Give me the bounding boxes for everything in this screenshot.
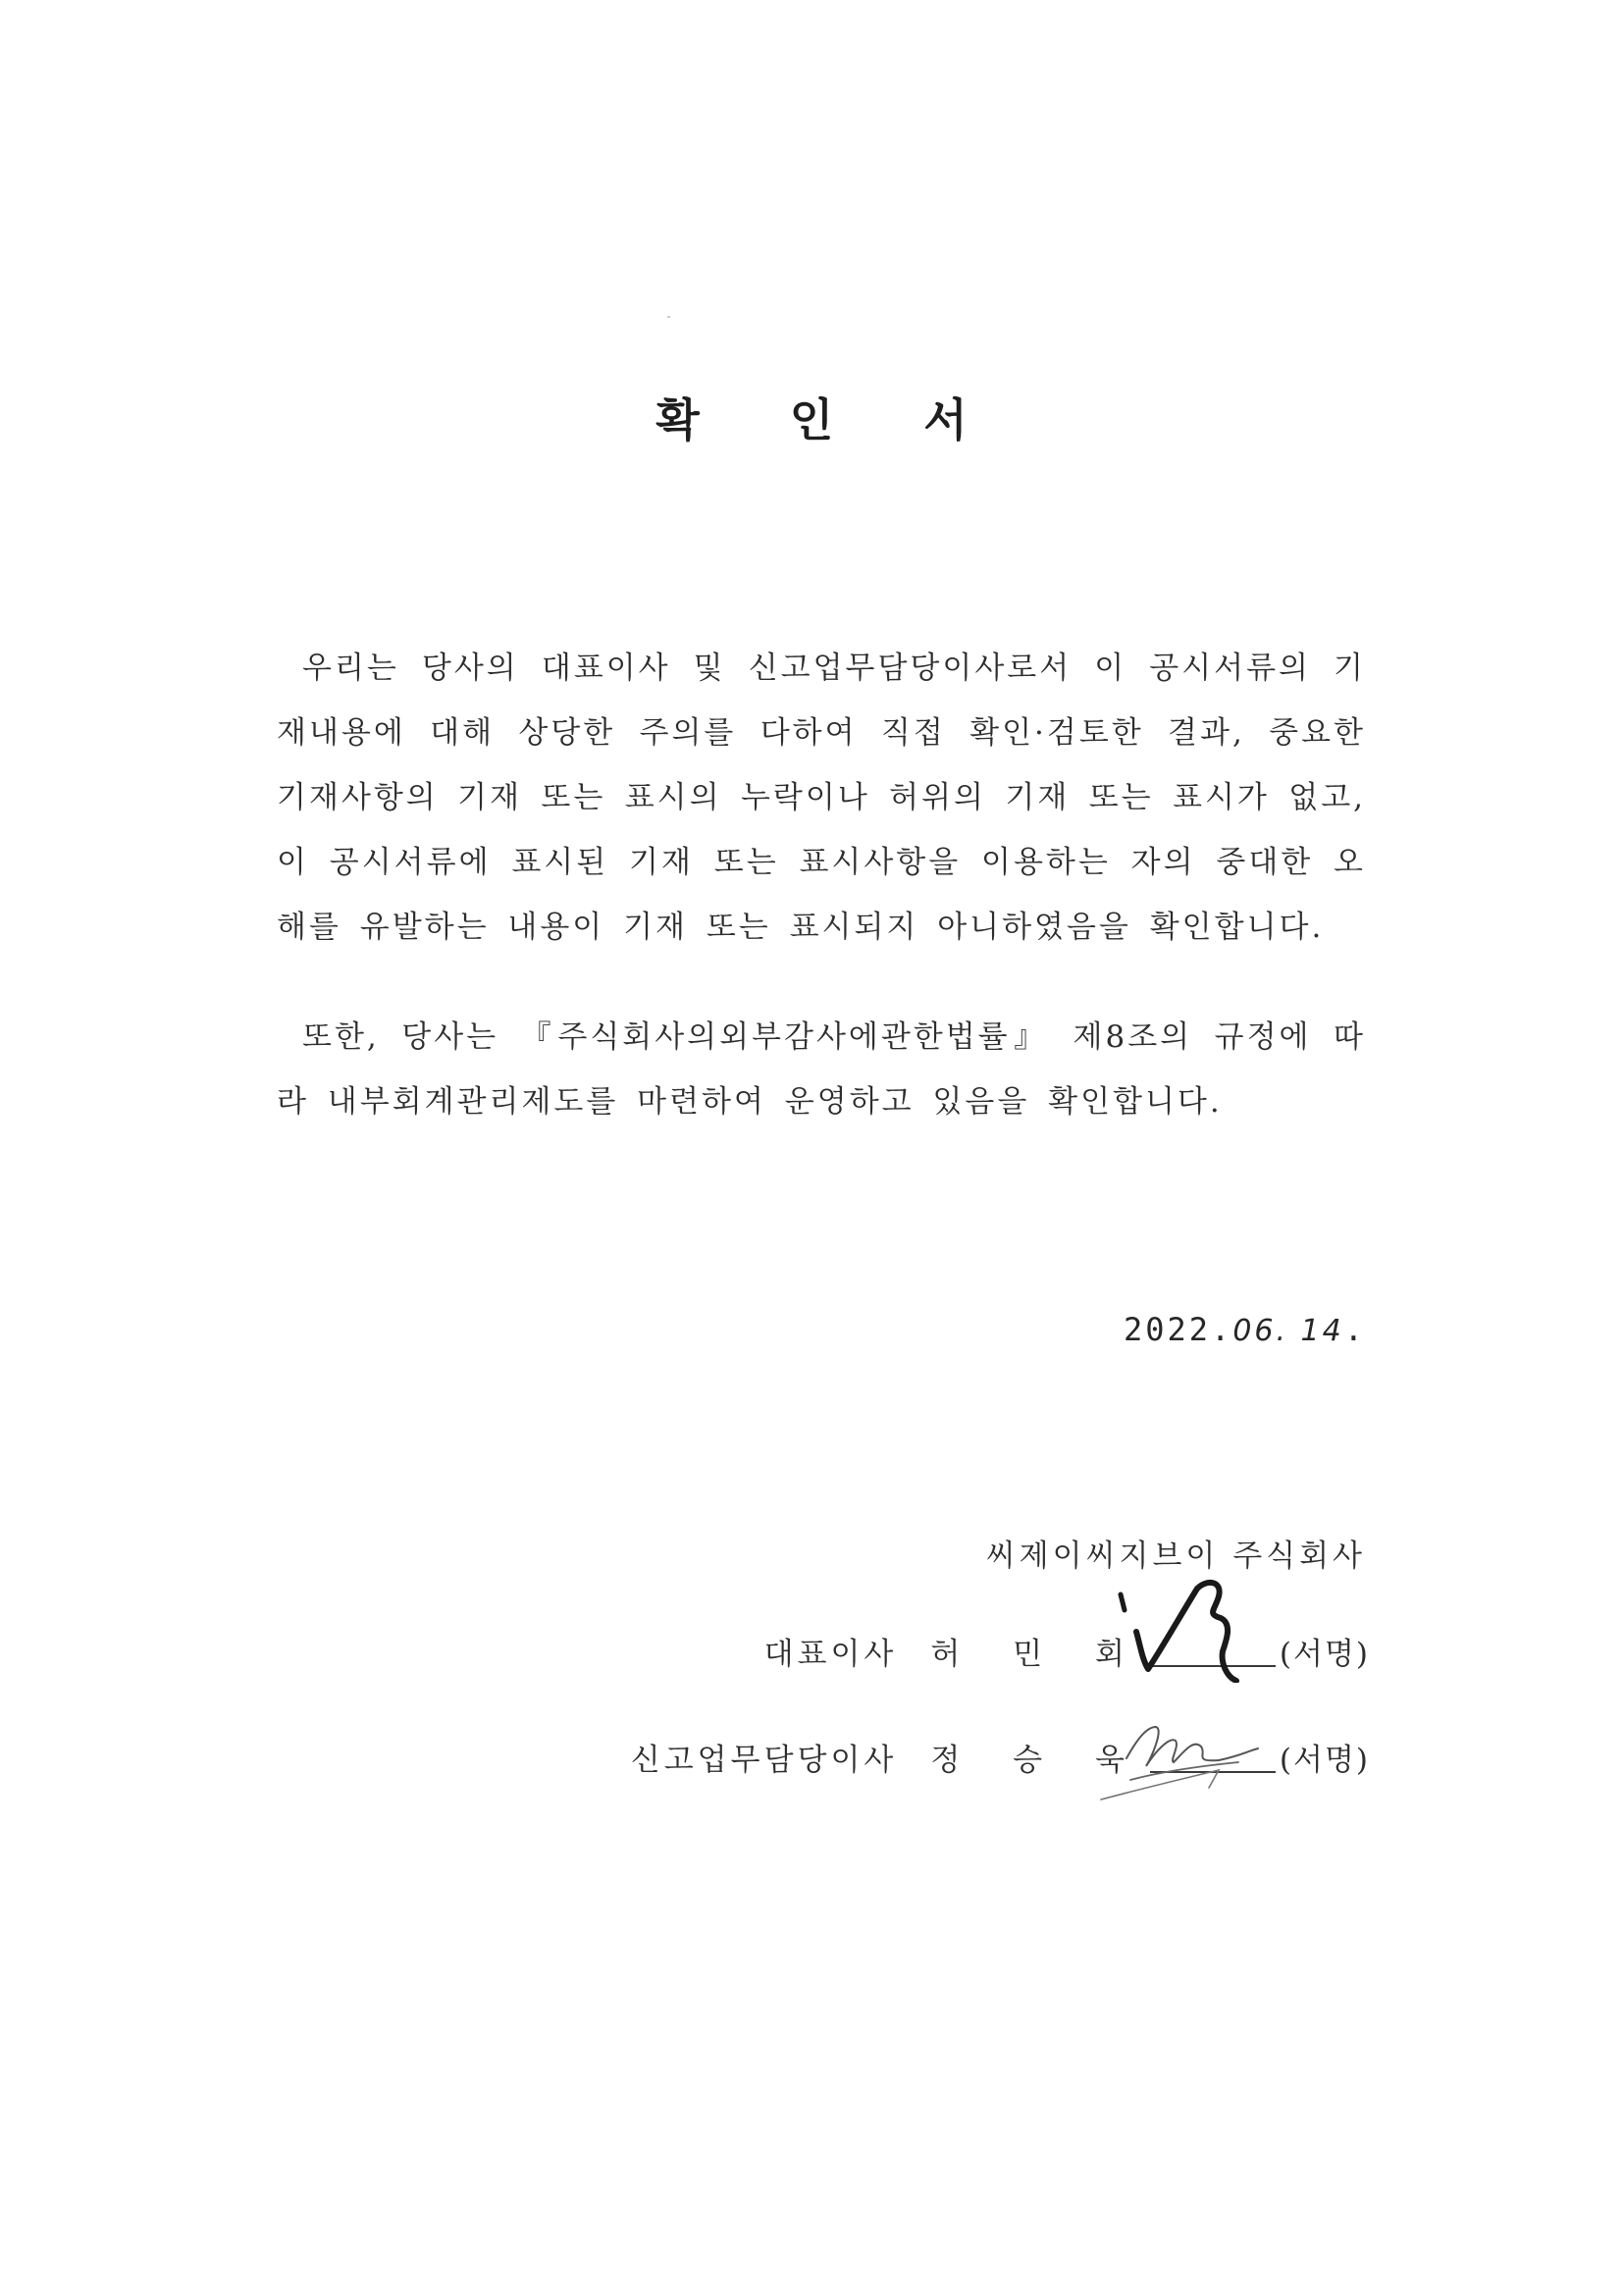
date-year: 2022.	[1123, 1311, 1233, 1348]
scan-speck	[667, 316, 670, 318]
signatory-role: 대표이사	[763, 1637, 898, 1672]
signatory-name: 허 민 회	[930, 1637, 1146, 1672]
signatory-name: 정 승 욱	[930, 1743, 1146, 1778]
internal-control-paragraph: 또한, 당사는 『주식회사의외부감사에관한법률』 제8조의 규정에 따라 내부회계관리제도를 마련하여 운영하고 있음을 확인합니다.	[277, 1019, 1366, 1120]
document-title: 확 인 서	[655, 393, 1005, 446]
signatory-role: 신고업무담당이사	[630, 1743, 898, 1778]
director-signature	[1091, 1697, 1268, 1805]
confirmation-paragraph: 우리는 당사의 대표이사 및 신고업무담당이사로서 이 공시서류의 기재내용에 대해 상당한 주의를 다하여 직접 확인·검토한 결과, 중요한 기재사항의 기재 또는 표시의 누락이나 허위의 기재 또는 표시가 없고, 이 공시서류에 표시된 기재 또는 표시사항을 이용하는 자의 중대한 오해를 유발하는 내용이 기재 또는 표시되지 아니하였음을 확인합니다.	[277, 651, 1366, 945]
signatory-ceo	[764, 1629, 1370, 1673]
date-handwritten: 06. 14	[1232, 1314, 1344, 1348]
document-date	[1124, 1311, 1366, 1348]
company-name: 씨제이씨지브이 주식회사	[985, 1539, 1366, 1574]
ceo-signature	[1099, 1575, 1276, 1683]
signature-mark-label: (서명)	[1279, 1743, 1370, 1778]
date-end: .	[1343, 1311, 1366, 1348]
signature-mark-label: (서명)	[1279, 1637, 1370, 1672]
